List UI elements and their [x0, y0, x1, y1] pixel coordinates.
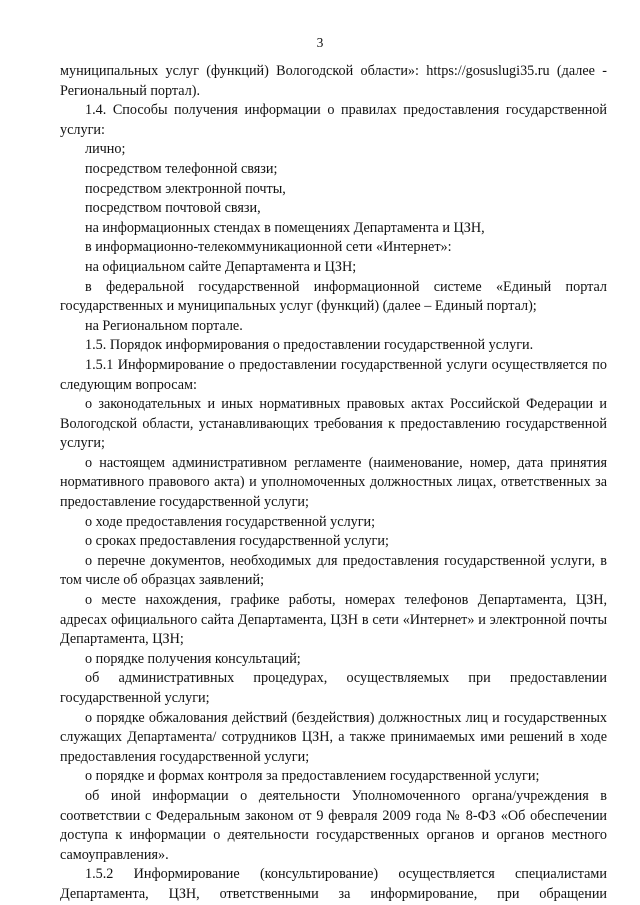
list-item-in-person: лично; [85, 141, 126, 158]
paragraph-1-5-2: 1.5.2 Информирование (консультирование) осуществляется специалистами Департамента, ЦЗН, ответственными за информирование, при обращении [60, 866, 607, 902]
list-item-unified-portal: в федеральной государственной информационной системе «Единый портал государственных и муниципальных услуг (функций) (далее – Единый портал); [60, 278, 607, 315]
list-item-email: посредством электронной почты, [85, 180, 286, 197]
paragraph-1-4-heading: 1.4. Способы получения информации о правилах предоставления государственной услуги: [60, 102, 607, 138]
list-item-post: посредством почтовой связи, [85, 200, 261, 217]
list-item-regulation: о настоящем административном регламенте (наименование, номер, дата принятия нормативного правового акта) и уполномоченных должностных лицах, ответственных за предоставление государственной услуги; [60, 454, 607, 511]
paragraph-portal-continuation: муниципальных услуг (функций) Вологодской области»: https://gosuslugi35.ru (далее - Региональный портал). [60, 63, 607, 99]
paragraph-1-5-heading: 1.5. Порядок информирования о предоставлении государственной услуги. [85, 337, 534, 354]
document-body [60, 62, 607, 905]
page-number: 3 [316, 35, 324, 50]
list-item-legislation: о законодательных и иных нормативных правовых актах Российской Федерации и Вологодской области, устанавливающих требования к предоставлению государственной услуги; [60, 396, 607, 452]
list-item-internet: в информационно-телекоммуникационной сети «Интернет»: [85, 239, 452, 256]
list-item-control: о порядке и формах контроля за предоставлением государственной услуги; [85, 768, 540, 785]
paragraph-1-5-1: 1.5.1 Информирование о предоставлении государственной услуги осуществляется по следующим вопросам: [60, 356, 607, 393]
list-item-phone: посредством телефонной связи; [85, 160, 278, 177]
list-item-consultations: о порядке получения консультаций; [85, 650, 301, 667]
list-item-other-info: об иной информации о деятельности Уполномоченного органа/учреждения в соответствии с Федеральным законом от 9 февраля 2009 года № 8-ФЗ «Об обеспечении доступа к информации о деятельности государственных органов и органов местного самоуправления». [60, 787, 607, 863]
list-item-info-stands: на информационных стендах в помещениях Департамента и ЦЗН, [85, 219, 485, 236]
list-item-deadlines: о сроках предоставления государственной услуги; [85, 533, 389, 550]
list-item-documents: о перечне документов, необходимых для предоставления государственной услуги, в том числе об образцах заявлений; [60, 552, 607, 589]
list-item-appeals: о порядке обжалования действий (бездействия) должностных лиц и государственных служащих Департамента/ сотрудников ЦЗН, а также принимаемых ими решений в ходе предоставления государственной услуги; [60, 709, 607, 765]
list-item-progress: о ходе предоставления государственной услуги; [85, 513, 376, 530]
list-item-regional-portal: на Региональном портале. [85, 317, 243, 334]
list-item-location: о месте нахождения, графике работы, номерах телефонов Департамента, ЦЗН, адресах официального сайта Департамента, ЦЗН в сети «Интернет» и электронной почты Департамента, ЦЗН; [60, 592, 607, 648]
list-item-official-site: на официальном сайте Департамента и ЦЗН; [85, 258, 357, 275]
list-item-procedures: об административных процедурах, осуществляемых при предоставлении государственной услуги; [60, 670, 607, 706]
